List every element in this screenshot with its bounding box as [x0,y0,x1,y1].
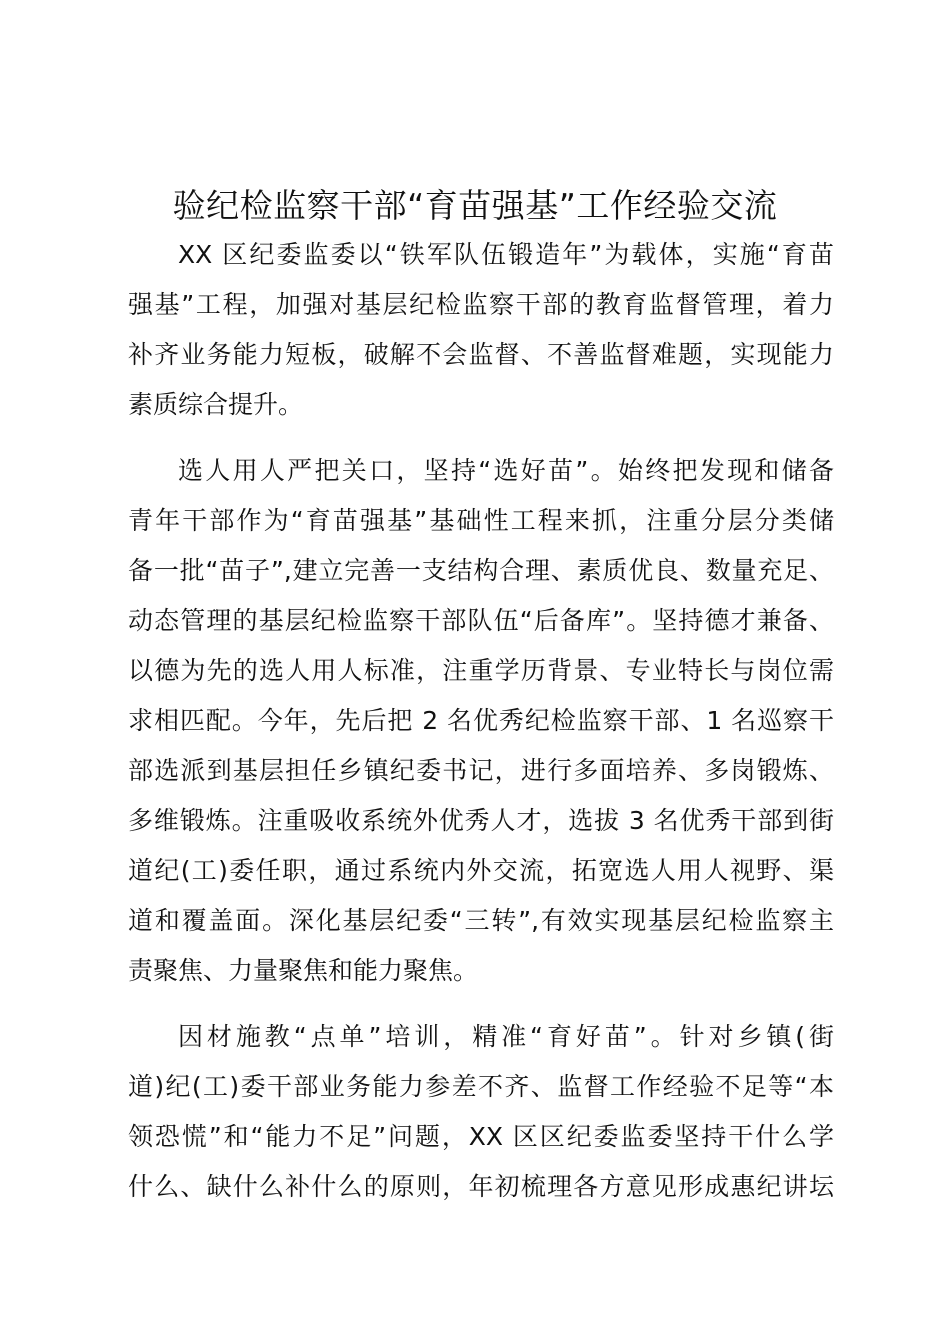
paragraph-line: 领恐慌”和“能力不足”问题，XX 区区纪委监委坚持干什么学 [128,1122,834,1151]
paragraph-line: 道纪(工)委任职，通过系统内外交流，拓宽选人用人视野、渠 [128,856,834,885]
paragraph-line: 部选派到基层担任乡镇纪委书记，进行多面培养、多岗锻炼、 [128,756,834,785]
paragraph-line: 道和覆盖面。深化基层纪委“三转”,有效实现基层纪检监察主 [128,906,834,935]
paragraph-line: 青年干部作为“育苗强基”基础性工程来抓，注重分层分类储 [128,506,834,535]
paragraph-line: 责聚焦、力量聚焦和能力聚焦。 [128,956,479,985]
paragraph-line: 求相匹配。今年，先后把 2 名优秀纪检监察干部、1 名巡察干 [128,706,834,735]
paragraph-line: 备一批“苗子”,建立完善一支结构合理、素质优良、数量充足、 [128,556,834,585]
paragraph-line: XX 区纪委监委以“铁军队伍锻造年”为载体，实施“育苗 [178,240,834,269]
paragraph-line: 以德为先的选人用人标准，注重学历背景、专业特长与岗位需 [128,656,834,685]
paragraph-line: 道)纪(工)委干部业务能力参差不齐、监督工作经验不足等“本 [128,1072,834,1101]
document-body [128,230,834,1228]
paragraph-line: 素质综合提升。 [128,390,304,419]
paragraph-line: 动态管理的基层纪检监察干部队伍“后备库”。坚持德才兼备、 [128,606,834,635]
paragraph-training [128,1012,834,1212]
paragraph-intro [128,230,834,430]
paragraph-line: 选人用人严把关口，坚持“选好苗”。始终把发现和储备 [178,456,834,485]
paragraph-line: 补齐业务能力短板，破解不会监督、不善监督难题，实现能力 [128,340,834,369]
paragraph-line: 多维锻炼。注重吸收系统外优秀人才，选拔 3 名优秀干部到街 [128,806,834,835]
paragraph-line: 什么、缺什么补什么的原则，年初梳理各方意见形成惠纪讲坛 [128,1172,834,1201]
paragraph-selection [128,446,834,996]
paragraph-line: 强基”工程，加强对基层纪检监察干部的教育监督管理，着力 [128,290,834,319]
paragraph-line: 因材施教“点单”培训，精准“育好苗”。针对乡镇(街 [178,1022,834,1051]
document-title: 验纪检监察干部“育苗强基”工作经验交流 [172,186,778,225]
